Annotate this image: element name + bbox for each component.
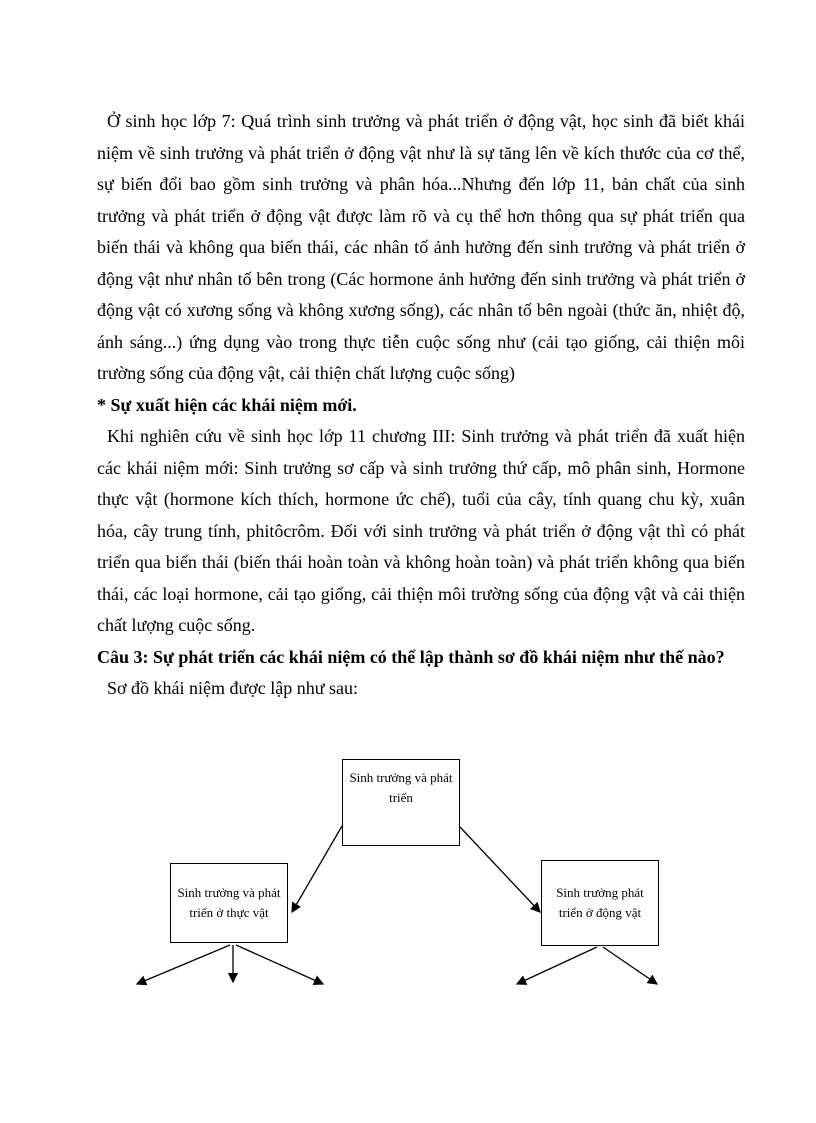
paragraph-intro: Ở sinh học lớp 7: Quá trình sinh trưởng và phát triển ở động vật, học sinh đã biết khái niệm về sinh trưởng và phát triển ở động vật như là sự tăng lên về kích thước của cơ thể, sự biến đổi bao gồm sinh trưởng và phân hóa...Nhưng đến lớp 11, bản chất của sinh trưởng và phát triển ở động vật được làm rõ và cụ thể hơn thông qua sự phát triển qua biến thái và không qua biến thái, các nhân tố ảnh hưởng đến sinh trưởng và phát triển ở động vật như nhân tố bên trong (Các hormone ảnh hưởng đến sinh trưởng và phát triển ở động vật có xương sống và không xương sống), các nhân tố bên ngoài (thức ăn, nhiệt độ, ánh sáng...) ứng dụng vào trong thực tiễn cuộc sống như (cải tạo giống, cải thiện môi trường sống của động vật, cải thiện chất lượng cuộc sống) — [97, 111, 745, 383]
branch-animal-right — [603, 947, 657, 984]
concept-node-plant-label: Sinh trưởng và phát triển ở thực vật — [177, 885, 281, 920]
section-heading-new-concepts: * Sự xuất hiện các khái niệm mới. — [97, 394, 357, 415]
branch-plant-right — [236, 945, 323, 984]
concept-node-animal-label: Sinh trưởng phát triển ở động vật — [556, 885, 644, 920]
concept-node-root-label: Sinh trưởng và phát triển — [349, 770, 453, 805]
connector-root-to-animal — [460, 827, 540, 912]
paragraph-diagram-intro: Sơ đồ khái niệm được lập như sau: — [107, 678, 359, 698]
connector-root-to-plant — [292, 826, 342, 912]
concept-node-plant — [170, 863, 288, 943]
concept-node-animal — [541, 860, 659, 946]
concept-node-root — [342, 759, 460, 846]
branch-animal-left — [517, 947, 597, 984]
paragraph-new-concepts: Khi nghiên cứu về sinh học lớp 11 chương III: Sinh trưởng và phát triển đã xuất hiện các khái niệm mới: Sinh trưởng sơ cấp và sinh trưởng thứ cấp, mô phân sinh, Hormone thực vật (hormone kích thích, hormone ức chế), tuổi của cây, tính quang chu kỳ, xuân hóa, cây trung tính, phitôcrôm. Đối với sinh trưởng và phát triển ở động vật thì có phát triển qua biến thái (biến thái hoàn toàn và không hoàn toàn) và phát triển không qua biến thái, các loại hormone, cải tạo giống, cải thiện môi trường sống của động vật và cải thiện chất lượng cuộc sống. — [97, 426, 745, 635]
question-3-heading: Câu 3: Sự phát triển các khái niệm có thể lập thành sơ đồ khái niệm như thế nào? — [97, 646, 725, 667]
branch-plant-left — [137, 945, 230, 984]
